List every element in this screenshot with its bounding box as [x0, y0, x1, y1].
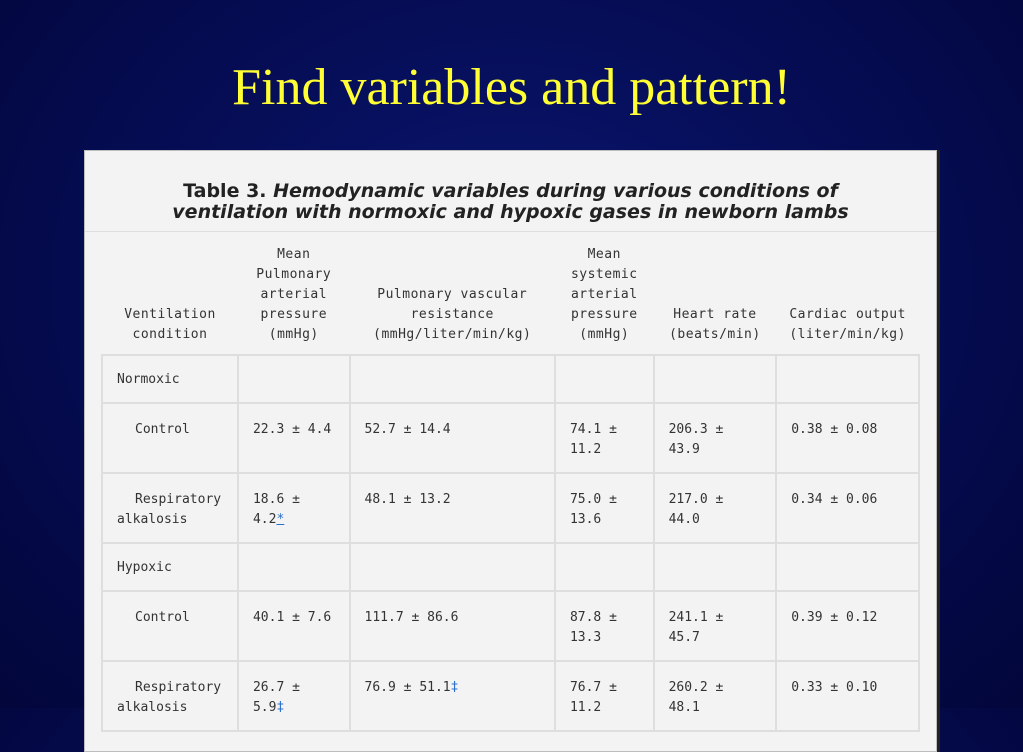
condition-cell: Respiratory alkalosis — [102, 661, 238, 731]
table-header-row — [102, 245, 919, 355]
empty-cell — [555, 543, 654, 591]
table-panel — [84, 150, 937, 752]
group-row-hypoxic — [102, 543, 919, 591]
cardiac-output-cell: 0.38 ± 0.08 — [776, 403, 919, 473]
header-ventilation-condition: Ventilation condition — [124, 307, 216, 342]
msap-cell: 74.1 ± 11.2 — [555, 403, 654, 473]
pvr-value: 52.7 ± 14.4 — [364, 422, 451, 437]
header-heart-rate: Heart rate (beats/min) — [669, 307, 761, 342]
cardiac-output-cell: 0.34 ± 0.06 — [776, 473, 919, 543]
caption-prefix: Table 3. — [183, 180, 267, 202]
empty-cell — [350, 543, 555, 591]
table-row — [102, 473, 919, 543]
msap-cell: 87.8 ± 13.3 — [555, 591, 654, 661]
msap-cell: 75.0 ± 13.6 — [555, 473, 654, 543]
mpap-value: 26.7 ± 5.9 — [252, 680, 300, 715]
empty-cell — [776, 543, 919, 591]
header-pulmonary-vascular-resistance: Pulmonary vascular resistance (mmHg/liter/min/kg) — [373, 287, 532, 342]
pvr-cell — [350, 591, 555, 661]
group-label: Hypoxic — [102, 543, 238, 591]
mpap-value: 18.6 ± 4.2 — [252, 492, 300, 527]
header-cardiac-output: Cardiac output (liter/min/kg) — [789, 307, 906, 342]
footnote-link[interactable]: ‡ — [276, 700, 285, 715]
hemodynamic-table — [101, 245, 920, 732]
heart-rate-cell: 206.3 ± 43.9 — [654, 403, 777, 473]
condition-cell: Control — [102, 403, 238, 473]
pvr-value: 48.1 ± 13.2 — [364, 492, 451, 507]
header-mean-pulmonary-arterial-pressure: Mean Pulmonary arterial pressure (mmHg) — [256, 247, 332, 342]
pvr-cell — [350, 473, 555, 543]
footnote-link[interactable]: * — [276, 512, 285, 527]
msap-cell: 76.7 ± 11.2 — [555, 661, 654, 731]
empty-cell — [555, 355, 654, 403]
heart-rate-cell: 217.0 ± 44.0 — [654, 473, 777, 543]
empty-cell — [776, 355, 919, 403]
empty-cell — [238, 355, 350, 403]
slide-title: Find variables and pattern! — [232, 59, 791, 116]
group-label: Normoxic — [102, 355, 238, 403]
mpap-cell — [238, 473, 350, 543]
table-row — [102, 403, 919, 473]
cardiac-output-cell: 0.33 ± 0.10 — [776, 661, 919, 731]
empty-cell — [654, 543, 777, 591]
pvr-value: 111.7 ± 86.6 — [364, 610, 459, 625]
pvr-cell — [350, 403, 555, 473]
mpap-cell — [238, 403, 350, 473]
table-row — [102, 661, 919, 731]
cardiac-output-cell: 0.39 ± 0.12 — [776, 591, 919, 661]
table-caption — [85, 181, 936, 232]
heart-rate-cell: 241.1 ± 45.7 — [654, 591, 777, 661]
table-row — [102, 591, 919, 661]
condition-cell: Respiratory alkalosis — [102, 473, 238, 543]
condition-cell: Control — [102, 591, 238, 661]
mpap-cell — [238, 591, 350, 661]
caption-text: Hemodynamic variables during various conditions of ventilation with normoxic and hypoxic gases in newborn lambs — [172, 180, 849, 223]
group-row-normoxic — [102, 355, 919, 403]
pvr-cell — [350, 661, 555, 731]
empty-cell — [238, 543, 350, 591]
mpap-value: 22.3 ± 4.4 — [252, 422, 332, 437]
mpap-cell — [238, 661, 350, 731]
footnote-link[interactable]: ‡ — [450, 680, 459, 695]
header-mean-systemic-arterial-pressure: Mean systemic arterial pressure (mmHg) — [570, 247, 638, 342]
mpap-value: 40.1 ± 7.6 — [252, 610, 332, 625]
empty-cell — [350, 355, 555, 403]
heart-rate-cell: 260.2 ± 48.1 — [654, 661, 777, 731]
pvr-value: 76.9 ± 51.1 — [364, 680, 451, 695]
empty-cell — [654, 355, 777, 403]
